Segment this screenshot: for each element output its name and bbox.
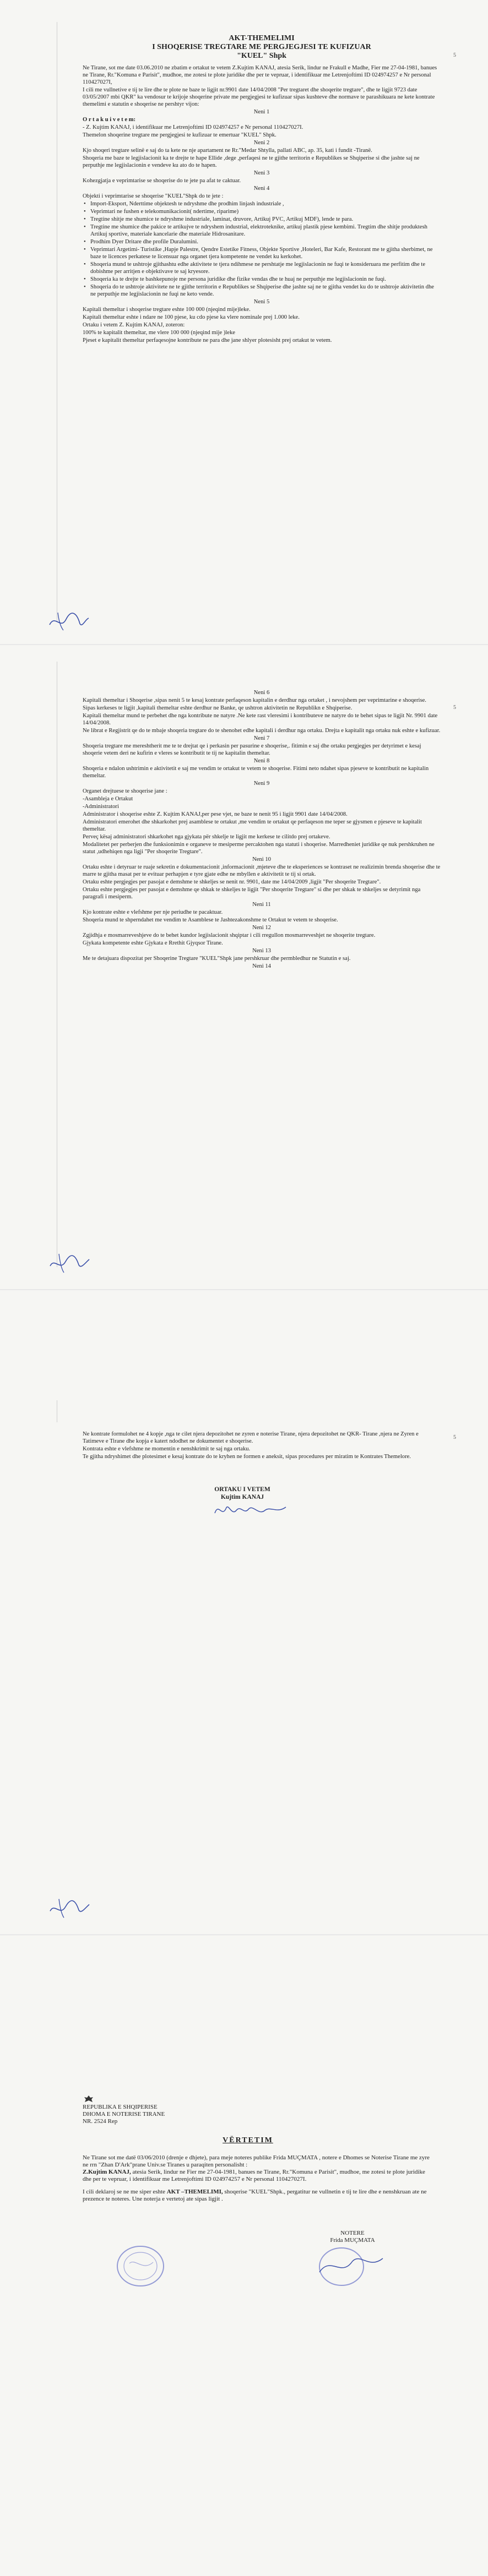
article-11-text-2: Shoqeria mund te shperndahet me vendim te Asamblese te Jashtezakonshme te Ortakut te vetem te shoqerise.	[83, 917, 338, 923]
article-6-text-4: Ne librat e Regjistrit qe do te mbaje shoqeria tregtare do te shenohet edhe kapitali i derdhur nga ortaku. Drejta e kapitalit nga ortaku nuk eshte e kufizuar.	[83, 728, 441, 734]
certificate-title: VËRTETIM	[223, 2136, 273, 2144]
article-heading: Neni 7	[253, 735, 270, 741]
article-6-text: Kapitali themeltar i Shoqerise ,sipas nenit 5 te kesaj kontrate perfaqeson kapitalin e derdhur nga ortaket , i nevojshem per veprimtarine e shoqerise.	[83, 697, 426, 703]
certificate-text: Ne Tirane sot me datë 03/06/2010 (drenje e dhjete), para meje noteres publike Frida MUÇMATA , notere e Dhomes se Noterise Tirane me zyre ne rrn "Zhan D'Ark"prane Univ.se Tiranes u paraqiten personalisht :	[83, 2154, 430, 2168]
certificate-paragraph-2	[83, 2188, 435, 2203]
article-11-text: Kjo kontrate eshte e vlefshme per nje periudhe te pacaktuar.	[83, 909, 223, 915]
article-heading: Neni 10	[252, 856, 271, 863]
document-page-2	[0, 645, 488, 1289]
article-heading: Neni 2	[253, 140, 270, 146]
article-heading: Neni 3	[253, 170, 270, 176]
page-mark: 5	[453, 52, 456, 58]
page-mark: 5	[453, 705, 456, 711]
article-7-text: Shoqeria tregtare me mereshtherit me te te drejtat qe i perkasin per pasurine e shoqerise,. fitimin e saj dhe ortaku pergjegjes per detyrimet e kesaj shoqerie vetem deri ne kufirin e vleres se kontributit te tij ne kapitalin themeltar.	[83, 743, 421, 756]
notary-signature-block	[308, 2230, 397, 2244]
article-5-text-2: Kapitali themeltar eshte i ndare ne 100 pjese, ku cdo pjese ka vlere nominale prej 1.000 leke.	[83, 314, 300, 320]
organ-item: -Administratori	[83, 804, 119, 810]
article-8-text: Shoqeria e ndalon ushtrimin e aktivitetit e saj me vendim te ortakut te vetem te shoqerise. Fitimi neto ndahet sipas pjeseve te kontributit ne kapitalin themeltar.	[83, 766, 429, 779]
article-heading: Neni 1	[253, 109, 270, 115]
activity-item: • Veprimtari ne fushen e telekomunikacionit( ndertime, riparime)	[83, 208, 441, 215]
signatory-name: Kujtim KANAJ	[220, 1494, 264, 1500]
partner-label: O r t a k u i v e t e m:	[83, 117, 136, 123]
article-heading: Neni 11	[252, 902, 271, 908]
notary-name: Frida MUÇMATA	[330, 2237, 375, 2244]
amendments-text: Te gjitha ndryshimet dhe plotesimet e kesaj kontrate do te kryhen ne formen e aneksit, sipas procedures per miratim te Kontrates Themelore.	[83, 1454, 411, 1460]
article-heading: Neni 6	[253, 690, 270, 696]
article-10-text-2: Ortaku eshte pergjegjes per pasojat e demshme te shkeljes se nenit nr. 9901, date me 14/04/2009 ,ligjit "Per shoqerite Tregtare".	[83, 879, 381, 885]
intro-paragraph-2: I cili me vullnetive e tij te lire dhe te plote ne baze te ligjit nr.9901 date 14/04/2008 "Per tregtaret dhe shoqerite tregtare", dhe te ligjit 9723 date 03/05/2007 mbi QKR" ka vendosur te krijoje shoqerine private me pergjegjesi te kufizuar sipas kushteve dhe normave te parashikuara ne kete kontrate themelimi e statutin e shoqerise ne pershtyr vijon:	[83, 87, 435, 107]
article-12-text-2: Gjykata kompetente eshte Gjykata e Rrethit Gjyqsor Tirane.	[83, 940, 223, 946]
article-5-text-5: Pjeset e kapitalit themeltar perfaqesojne kontribute ne para dhe jane shlyer plotesisht prej ortakut te vetem.	[83, 337, 332, 343]
activity-item: • Import-Eksport, Nderttime objektesh te ndryshme dhe prodhim linjash industriale ,	[83, 200, 441, 208]
notary-header	[83, 2104, 165, 2125]
deed-subtitle: I SHOQERISE TREGTARE ME PERGJEGJESI TE KUFIZUAR	[152, 43, 371, 51]
handwritten-initials	[47, 1251, 91, 1275]
article-heading: Neni 8	[253, 758, 270, 764]
copies-text: Ne kontrate formulohet ne 4 kopje ,nga te cilet njera depozitohet ne zyren e noterise Tirane, njera depozitohet ne QKR- Tirane ,njera ne Zyren e Tatimeve e Tirane dhe kopja e katert ndodhet ne dokumentet e shoqerise.	[83, 1431, 419, 1444]
article-2-text: Kjo shoqeri tregtare selinë e saj do ta kete ne nje apartament ne Rr."Medar Shtylla, pallati ABC, ap. 35, kati i fundit -Tiranë.	[83, 148, 372, 154]
activity-item: • Veprimtari Argetimi- Turistike ,Hapje Palestre, Qendre Estetike Fitness, Objekte Sportive ,Hoteleri, Bar Kafe, Restorant me te gjitha sherbimet, ne baze te licences perkatese te licensuar nga organet tjera kompetente ne vendet ku kerkohet.	[83, 246, 441, 260]
deed-text-page-2	[83, 689, 441, 970]
article-9-text-2: Administrator i shoqerise eshte Z. Kujtim KANAJ,per pese vjet, ne baze te nenit 95 i ligjit 9901 date 14/04/2008.	[83, 811, 348, 817]
article-10-text: Ortaku eshte i detyruar te ruaje sekretin e dokumentacionit ,informacionit ,mjeteve dhe te eksperiences se kontraset ne realizimin brenda shoqerise dhe te marre te gjitha masat per te evituar perhapjen e tyre gjate edhe ne mbyllen e aktivitetit te tij si ortak.	[83, 864, 441, 877]
article-12-text: Zgjidhja e mosmarreveshjeve do te behet kundor legjislacionit shqiptar i cili rregullon mosmarreveshjet ne shoqerite tregtare.	[83, 932, 376, 938]
deed-title: AKT-THEMELIMI	[229, 34, 295, 42]
deed-text-page-3	[83, 1431, 441, 1461]
activity-item: • Shoqeria ka te drejte te bashkepunoje me persona juridike dhe fizike vendas dhe te huaj ne perputhje me legjislacionin ne fuqi.	[83, 276, 441, 283]
article-3-text: Kohezgjatja e veprimtarise se shoqerise do te jete pa afat te caktuar.	[83, 178, 241, 184]
article-heading: Neni 13	[252, 948, 271, 954]
activity-item: • Shoqeria mund te ushtroje gjithashtu edhe aktivitete te tjera ndihmese ne pershtatje me legjislacionin ne fuqi te konsideruara me perfitim dhe te dobishme per arritjen e objektivave te saj kryesore.	[83, 261, 441, 275]
handwritten-initials	[47, 608, 91, 633]
partner-text-2: Themelon shoqerine tregtare me pergjegjesi te kufizuar te emertuar "KUEL" Shpk.	[83, 132, 276, 138]
certificate-partner-name: Z.Kujtim KANAJ,	[83, 2169, 131, 2175]
article-9-text-4: Perveç kësaj administratori shkarkohet nga gjykata pёr shkelje te ligjit me kerkese te cilitdo prej ortakeve.	[83, 834, 330, 840]
document-page-4	[0, 1935, 488, 2576]
signatory-title: ORTAKU I VETEM	[214, 1486, 270, 1493]
article-heading: Neni 14	[252, 963, 271, 969]
page-mark: 5	[453, 1434, 456, 1440]
article-4-text: Objekti i veprimtarise se shoqerise "KUEL"Shpk do te jete :	[83, 193, 224, 199]
article-heading: Neni 5	[253, 299, 270, 305]
article-9-text-3: Administratori emerohet dhe shkarkohet prej asamblese te ortakut ,me vendim te ortakut qe perfaqeson me teper se gjysmen e pjeseve te kapitalit themeltar.	[83, 819, 422, 832]
validity-text: Kontrata eshte e vlefshme ne momentin e nenshkrimit te saj nga ortaku.	[83, 1446, 251, 1452]
article-heading: Neni 9	[253, 781, 270, 787]
deed-text-page-1	[83, 34, 441, 345]
article-6-text-3: Kapitali themeltar mund te perbehet dhe nga kontribute ne natyre .Ne kete rast vleresimi i kontributeve ne natyre do te behet sipas te ligjit Nr. 9901 date 14/04/2008.	[83, 713, 438, 726]
article-5-text-4: 100% te kapitalit themeltar, me vlere 100 000 (njeqind mije )leke	[83, 330, 235, 336]
notary-label: NOTERE	[340, 2230, 365, 2236]
activity-item: • Tregtine me shumice dhe pakice te artikujve te ndryshem industrial, elektroteknike, artikuj plastik pjese kembimi. Tregtim dhe shitje produktesh Artikuj sportive, materiale kancelarie dhe materiale Hidrosanitare.	[83, 223, 441, 238]
handwritten-initials	[47, 1896, 91, 1920]
notary-seal-signature-icon	[308, 2245, 386, 2289]
certificate-body	[83, 2154, 435, 2208]
certificate-text: I cili deklaroj se ne me siper eshte	[83, 2188, 167, 2195]
article-6-text-2: Sipas kerkeses te ligjit ,kapitali themeltar eshte derdhur ne Banke, qe ushtron aktivitetin ne Republikn e Shqiperise.	[83, 705, 353, 711]
article-heading: Neni 4	[253, 185, 270, 192]
activity-item: • Prodhim Dyer Dritare dhe profile Duralumini.	[83, 238, 441, 245]
eagle-emblem-icon	[84, 2095, 94, 2104]
organ-item: -Asambleja e Ortakut	[83, 796, 133, 802]
article-9-text: Organet drejtuese te shoqerise jane :	[83, 788, 167, 794]
certificate-text: atesia Serik, lindur ne Fier me 27-04-1981, banues ne Tirane, Rr."Komuna e Parisit", mudhoe, me zotesi te plote juridike dhe per te vepruar, i identifikuar me Letrenjoftimi ID 024974257 e Nr personal 110427027I.	[83, 2169, 425, 2182]
article-10-text-3: Ortaku eshte pergjegjes per pasojat e demshme qe shkak te shkeljes te ligjit "Per shoqerite Tregtare" si dhe per shkak te shkeljes se detyrimit nga paragrafi i mesiperm.	[83, 887, 421, 900]
intro-paragraph: Ne Tirane, sot me date 03.06.2010 ne zbatim e ortakut te vetem Z.Kujtim KANAJ, atesia Serik, lindur ne Frakull e Madhe, Fier me 27-04-1981, banues ne Tirane, Rr."Komuna e Parisit", mudhoe, me zotesi te plote juridike dhe per te vepruar, i identifikuar me Letrenjoftimi ID 024974257 e Nr personal 110427027I,	[83, 65, 437, 85]
partner-text: - Z. Kujtim KANAJ, i identifikuar me Letrenjoftimi ID 024974257 e Nr personal 110427027I.	[83, 124, 303, 130]
activity-item: • Shoqeria do te ushtroje aktivitete ne te gjithe territorin e Republikes se Shqiperise dhe jashte saj ne te gjitha vendet ku do te ushtroje aktivitetin dhe ne perputhje me legjislacionin ne fuqi ne keto vende.	[83, 283, 441, 298]
company-name: "KUEL" Shpk	[237, 52, 286, 60]
notary-stamp-icon	[110, 2241, 171, 2291]
article-2-text-2: Shoqeria me baze te legjislacionit ka te drejte te hape Ellide ,dege ,perfaqesi ne te gjithe territorin e Republikes se Shqiperise si dhe jashte saj ne perputhje me legjislacionin e vendeve ku ato do te hapen.	[83, 155, 420, 168]
notary-chamber-line: DHOMA E NOTERISE TIRANE	[83, 2111, 165, 2117]
register-number: NR. 2524 Rep	[83, 2118, 118, 2125]
document-page-1	[0, 0, 488, 644]
certificate-paragraph	[83, 2154, 435, 2183]
article-9-text-5: Modalitetet per perberjen dhe funksionimin e organeve te mesiperme percaktohen nga statuti i shoqerise. Marredheniet juridike qe nuk pershkruhen ne statut ,udhehiqen nga ligji "Per shoqerite Tregtare".	[83, 842, 435, 855]
signature-block	[176, 1486, 308, 1501]
activity-item: • Tregtine shitje me shumice te ndryshme industriale, laminat, druvore, Artikuj PVC, Artikuj MDF), lende te para.	[83, 216, 441, 223]
article-5-text-3: Ortaku i vetem Z. Kujtim KANAJ, zoteron:	[83, 322, 185, 328]
certificate-text: shoqerise "KUEL"Shpk., pergatitur ne vullnetin e tij te lire dhe e nenshkruan ate ne prezence te noteres. Une noterja e vertetoj ate sipas ligjit .	[83, 2188, 427, 2202]
handwritten-signature	[212, 1499, 289, 1521]
article-5-text: Kapitali themeltar i shoqerise tregtare eshte 100 000 (njeqind mije)leke.	[83, 307, 251, 313]
article-13-text: Me te detajuara dispozitat per Shoqerine Tregtare "KUEL"Shpk jane pershkruar dhe permbledhur ne Statutin e saj.	[83, 956, 351, 962]
republic-line: REPUBLIKA E SHQIPERISE	[83, 2104, 158, 2110]
article-heading: Neni 12	[252, 925, 271, 931]
document-page-3	[0, 1290, 488, 1934]
certificate-deed-name: AKT –THEMELIMI,	[166, 2188, 223, 2195]
